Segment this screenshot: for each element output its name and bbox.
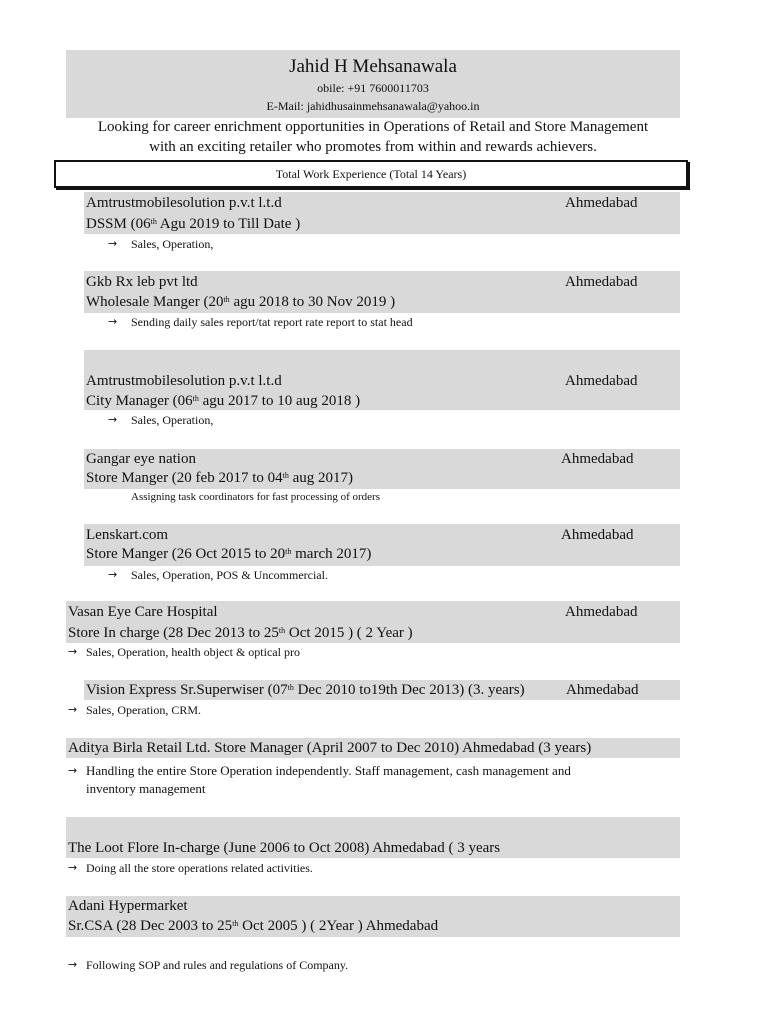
arrow-icon: → <box>68 764 78 777</box>
arrow-icon: → <box>68 861 78 874</box>
job-company: Amtrustmobilesolution p.v.t l.t.d <box>86 195 282 211</box>
job-company: Adani Hypermarket <box>68 898 188 914</box>
job-detail: Sales, Operation, <box>131 237 214 251</box>
job-company: Lenskart.com <box>86 527 169 543</box>
job-role: Store Manger (20 feb 2017 to 04th aug 2017) <box>86 470 354 486</box>
job-location: Ahmedabad <box>561 527 634 543</box>
job-company: Gkb Rx leb pvt ltd <box>86 274 198 290</box>
arrow-icon: → <box>108 413 118 426</box>
mobile-number: obile: +91 7600011703 <box>317 81 429 95</box>
job-role: Store In charge (28 Dec 2013 to 25th Oct 2015 ) ( 2 Year ) <box>68 625 413 641</box>
arrow-icon: → <box>68 958 78 971</box>
job-location: Ahmedabad <box>565 373 638 389</box>
arrow-icon: → <box>108 568 118 581</box>
job-role: City Manager (06th agu 2017 to 10 aug 2018 ) <box>86 393 361 409</box>
job-role: Wholesale Manger (20th agu 2018 to 30 Nov 2019 ) <box>86 294 396 310</box>
job-location: Ahmedabad <box>561 451 634 467</box>
arrow-icon: → <box>68 703 78 716</box>
job-detail: Doing all the store operations related activities. <box>86 861 313 875</box>
job-location: Ahmedabad <box>565 274 638 290</box>
job-location: Ahmedabad <box>565 604 638 620</box>
objective-line-1: Looking for career enrichment opportunities in Operations of Retail and Store Management <box>97 119 649 135</box>
job-company: Amtrustmobilesolution p.v.t l.t.d <box>86 373 282 389</box>
job-detail: Sales, Operation, POS & Uncommercial. <box>131 568 328 582</box>
email-address: E-Mail: jahidhusainmehsanawala@yahoo.in <box>266 99 480 113</box>
job-location: Ahmedabad <box>566 682 639 698</box>
job-company: Vasan Eye Care Hospital <box>68 604 218 620</box>
job-detail-line-1: Handling the entire Store Operation independently. Staff management, cash management and <box>86 763 571 778</box>
candidate-name: Jahid H Mehsanawala <box>289 56 457 77</box>
job-detail: Sales, Operation, CRM. <box>86 703 201 717</box>
job-detail: Following SOP and rules and regulations of Company. <box>86 958 349 972</box>
job-detail: Sending daily sales report/tat report rate report to stat head <box>131 315 413 329</box>
job-role: Sr.CSA (28 Dec 2003 to 25th Oct 2005 ) ( 2Year ) Ahmedabad <box>68 918 439 934</box>
job-detail-line-2: inventory management <box>86 781 206 796</box>
job-detail: Sales, Operation, health object & optical pro <box>86 645 300 659</box>
total-experience: Total Work Experience (Total 14 Years) <box>275 167 467 181</box>
job-detail: Assigning task coordinators for fast processing of orders <box>131 491 380 503</box>
arrow-icon: → <box>68 645 78 658</box>
job-role: DSSM (06th Agu 2019 to Till Date ) <box>86 216 301 232</box>
arrow-icon: → <box>108 237 118 250</box>
job-title-line: The Loot Flore In-charge (June 2006 to Oct 2008) Ahmedabad ( 3 years <box>68 840 501 856</box>
arrow-icon: → <box>108 315 118 328</box>
job-title-line: Aditya Birla Retail Ltd. Store Manager (April 2007 to Dec 2010) Ahmedabad (3 years) <box>68 740 592 756</box>
job-location: Ahmedabad <box>565 195 638 211</box>
job-detail: Sales, Operation, <box>131 413 214 427</box>
job-role: Store Manger (26 Oct 2015 to 20th march 2017) <box>86 546 372 562</box>
objective-line-2: with an exciting retailer who promotes from within and rewards achievers. <box>149 139 597 155</box>
job-company: Gangar eye nation <box>86 451 196 467</box>
job-title-line: Vision Express Sr.Superwiser (07th Dec 2010 to19th Dec 2013) (3. years) <box>86 682 525 698</box>
